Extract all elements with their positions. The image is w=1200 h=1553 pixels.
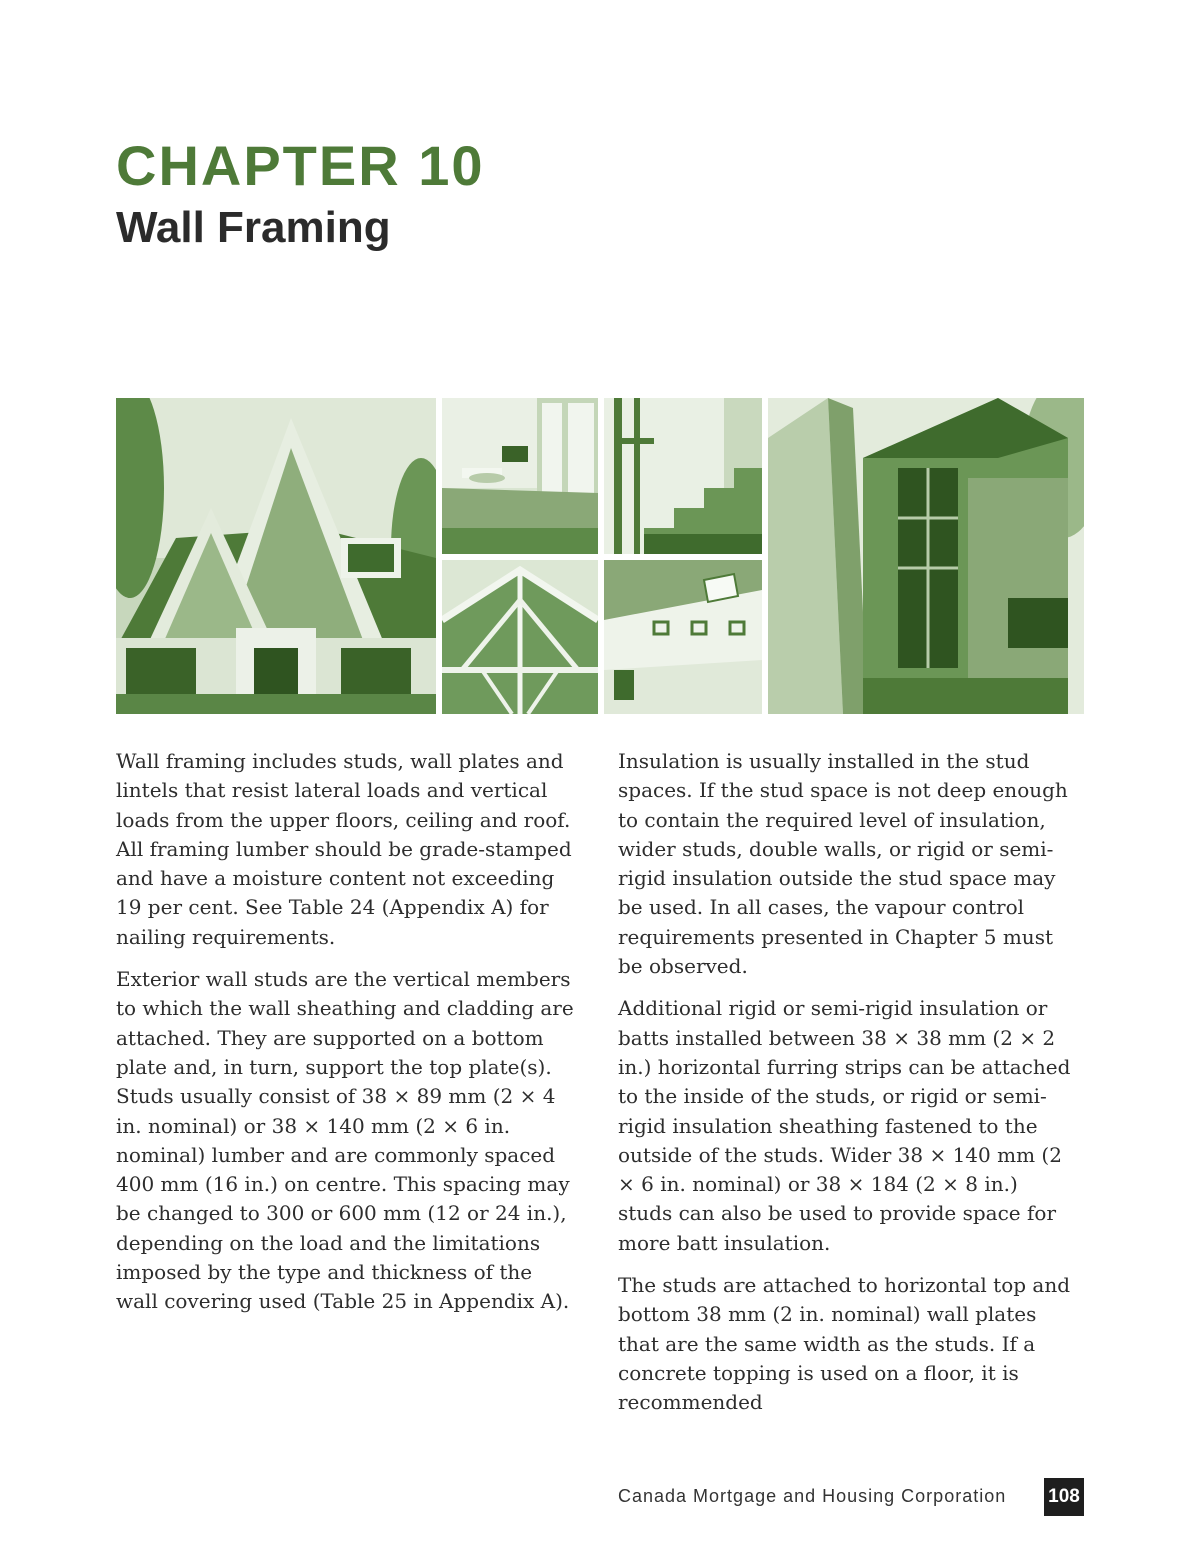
- paragraph: Exterior wall studs are the vertical members to which the wall sheathing and cladding are attached. They are supported on a bottom plate and, in turn, support the top plate(s). Studs usually consist of 38 × 89 mm (2 × 4 in. nominal) or 38 × 140 mm (2 × 6 in. nominal) lumber and are commonly spaced 400 mm (16 in.) on centre. This spacing may be changed to 300 or 600 mm (12 or 24 in.), depending on the load and the limitations imposed by the type and thickness of the wall covering used (Table 25 in Appendix A).: [116, 967, 574, 1314]
- paragraph: Wall framing includes studs, wall plates and lintels that resist lateral loads and vertical loads from the upper floors, ceiling and roof. All framing lumber should be grade-stamped and have a moisture content not exceeding 19 per cent. See Table 24 (Appendix A) for nailing requirements.: [116, 749, 572, 949]
- living-room-photo: [442, 398, 598, 554]
- staircase-photo: [604, 398, 762, 554]
- left-column: [116, 747, 576, 1330]
- attic-room-photo: [604, 560, 762, 714]
- house-exterior-photo: [116, 398, 436, 714]
- modern-building-photo: [768, 398, 1084, 714]
- footer-organization: Canada Mortgage and Housing Corporation: [618, 1486, 1007, 1506]
- roof-trusses-photo: [442, 560, 598, 714]
- paragraph: The studs are attached to horizontal top and bottom 38 mm (2 in. nominal) wall plates that are the same width as the studs. If a concrete topping is used on a floor, it is recommended: [618, 1273, 1071, 1415]
- chapter-label: CHAPTER 10: [116, 134, 485, 197]
- paragraph: Additional rigid or semi-rigid insulation or batts installed between 38 × 38 mm (2 × 2 in.) horizontal furring strips can be attached to the inside of the studs, or rigid or semi-rigid insulation sheathing fastened to the outside of the studs. Wider 38 × 140 mm (2 × 6 in. nominal) or 38 × 184 (2 × 8 in.) studs can also be used to provide space for more batt insulation.: [618, 996, 1071, 1255]
- right-column: [618, 747, 1078, 1431]
- paragraph: Insulation is usually installed in the stud spaces. If the stud space is not deep enough to contain the required level of insulation, wider studs, double walls, or rigid or semi-rigid insulation outside the stud space may be used. In all cases, the vapour control requirements presented in Chapter 5 must be observed.: [618, 749, 1068, 979]
- chapter-title: Wall Framing: [116, 203, 391, 252]
- page-number: 108: [1044, 1478, 1084, 1516]
